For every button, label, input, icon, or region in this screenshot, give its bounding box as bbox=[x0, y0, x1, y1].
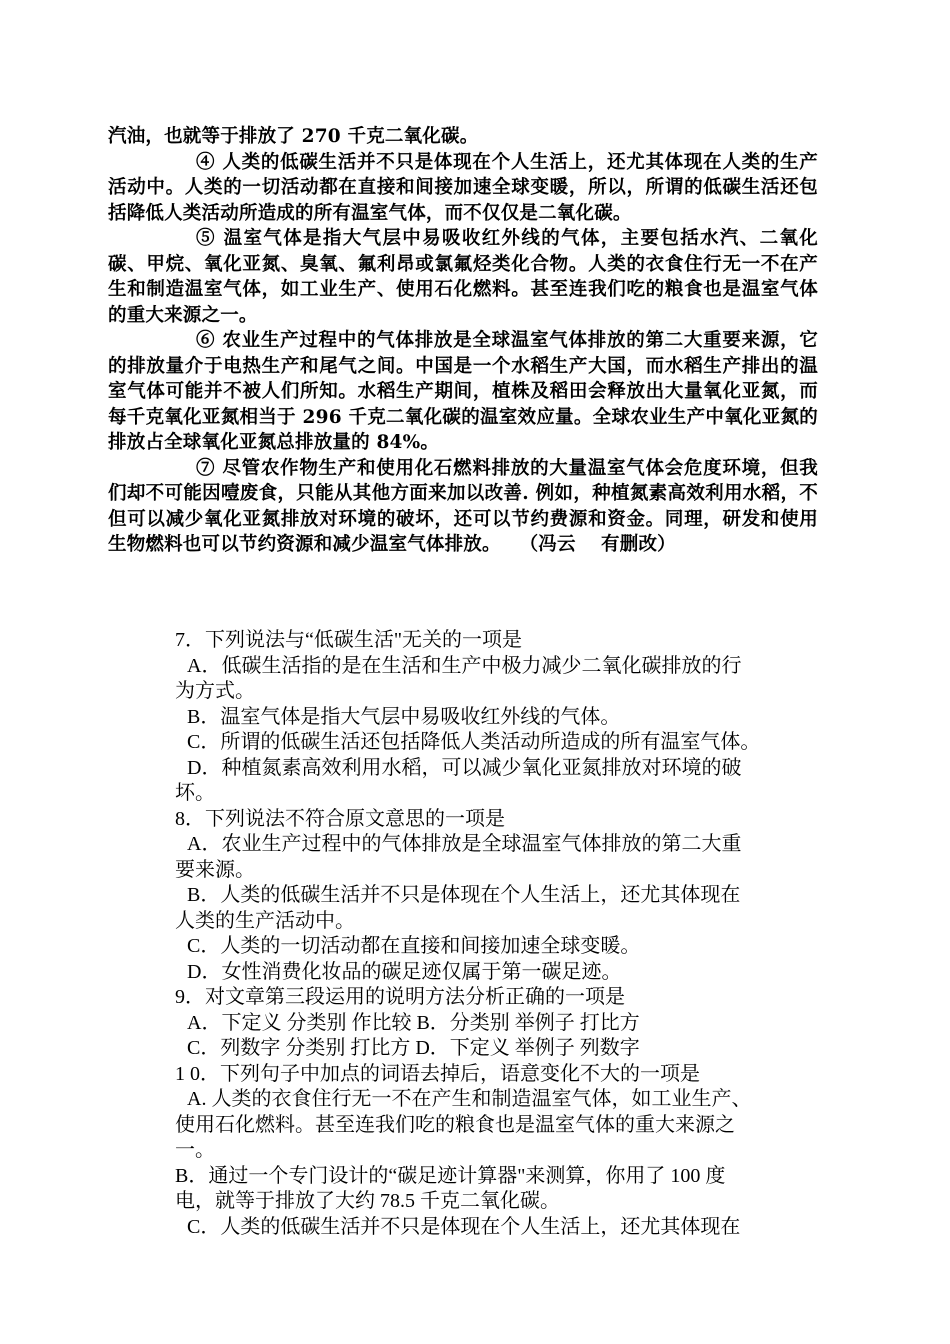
article-paragraph: ⑤ 温室气体是指大气层中易吸收红外线的气体，主要包括水汽、二氧化碳、甲烷、氧化亚氮、臭氧、氟利昂或氯氟烃类化合物。人类的衣食住行无一不在产生和制造温室气体，如工业生产、使用石化燃料。甚至连我们吃的粮食也是温室气体的重大来源之一。 bbox=[108, 228, 818, 326]
question-line: B．通过一个专门设计的“碳足迹计算器"来测算，你用了 100 度 bbox=[175, 1164, 726, 1187]
question-line: 7．下列说法与“低碳生活"无关的一项是 bbox=[175, 629, 523, 651]
question-line: A．农业生产过程中的气体排放是全球温室气体排放的第二大重 bbox=[187, 833, 742, 855]
article-paragraph: 汽油，也就等于排放了 270 千克二氧化碳。 bbox=[108, 126, 479, 147]
question-line: 使用石化燃料。甚至连我们吃的粮食也是温室气体的重大来源之 bbox=[175, 1113, 735, 1136]
article-paragraph: ⑥ 农业生产过程中的气体排放是全球温室气体排放的第二大重要来源，它的排放量介于电热生产和尾气之间。中国是一个水稻生产大国，而水稻生产排出的温室气体可能并不被人们所知。水稻生产期间，植株及稻田会释放出大量氧化亚氮，而每千克氧化亚氮相当于 296 千克二氧化碳的温室效应量。全球农业生产中氧化亚氮的排放占全球氧化亚氮总排放量的 84%。 bbox=[108, 330, 818, 453]
question-line: C．列数字 分类别 打比方 D．下定义 举例子 列数字 bbox=[187, 1037, 640, 1059]
question-line: C．人类的低碳生活并不只是体现在个人生活上，还尤其体现在 bbox=[187, 1215, 741, 1238]
question-line: 一。 bbox=[175, 1139, 215, 1161]
article-body bbox=[108, 124, 818, 558]
question-line: B．温室气体是指大气层中易吸收红外线的气体。 bbox=[187, 705, 621, 728]
article-paragraph: ④ 人类的低碳生活并不只是体现在个人生活上，还尤其体现在人类的生产活动中。人类的一切活动都在直接和间接加速全球变暖，所以，所谓的低碳生活还包括降低人类活动所造成的所有温室气体，而不仅仅是二氧化碳。 bbox=[108, 151, 818, 224]
question-line: C．所谓的低碳生活还包括降低人类活动所造成的所有温室气体。 bbox=[187, 731, 761, 753]
question-line: D．女性消费化妆品的碳足迹仅属于第一碳足迹。 bbox=[187, 960, 622, 983]
question-line: 要来源。 bbox=[175, 858, 255, 881]
question-line: 1 0．下列句子中加点的词语去掉后，语意变化不大的一项是 bbox=[175, 1062, 700, 1085]
question-line: C．人类的一切活动都在直接和间接加速全球变暖。 bbox=[187, 935, 641, 957]
question-line: A．低碳生活指的是在生活和生产中极力减少二氧化碳排放的行 bbox=[187, 654, 742, 677]
article-paragraph: ⑦ 尽管农作物生产和使用化石燃料排放的大量温室气体会危度环境，但我们却不可能因噎废食，只能从其他方面来加以改善. 例如，种植氮素高效利用水稻，不但可以减少氧化亚氮排放对环境的破坏，还可以节约费源和资金。同理，研发和使用生物燃料也可以节约资源和减少温室气体排放。 （冯云 有删改） bbox=[108, 457, 818, 555]
question-line: A. 人类的衣食住行无一不在产生和制造温室气体，如工业生产、 bbox=[187, 1088, 752, 1110]
question-line: 9．对文章第三段运用的说明方法分析正确的一项是 bbox=[175, 986, 625, 1008]
question-line: D．种植氮素高效利用水稻，可以减少氧化亚氮排放对环境的破 bbox=[187, 756, 742, 779]
question-line: 电，就等于排放了大约 78.5 千克二氧化碳。 bbox=[175, 1190, 560, 1212]
question-line: 8．下列说法不符合原文意思的一项是 bbox=[175, 807, 505, 830]
question-line: A．下定义 分类别 作比较 B．分类别 举例子 打比方 bbox=[187, 1011, 640, 1034]
question-line: B．人类的低碳生活并不只是体现在个人生活上，还尤其体现在 bbox=[187, 884, 741, 906]
question-line: 坏。 bbox=[175, 782, 215, 804]
question-line: 人类的生产活动中。 bbox=[175, 909, 355, 932]
question-line: 为方式。 bbox=[175, 680, 255, 702]
